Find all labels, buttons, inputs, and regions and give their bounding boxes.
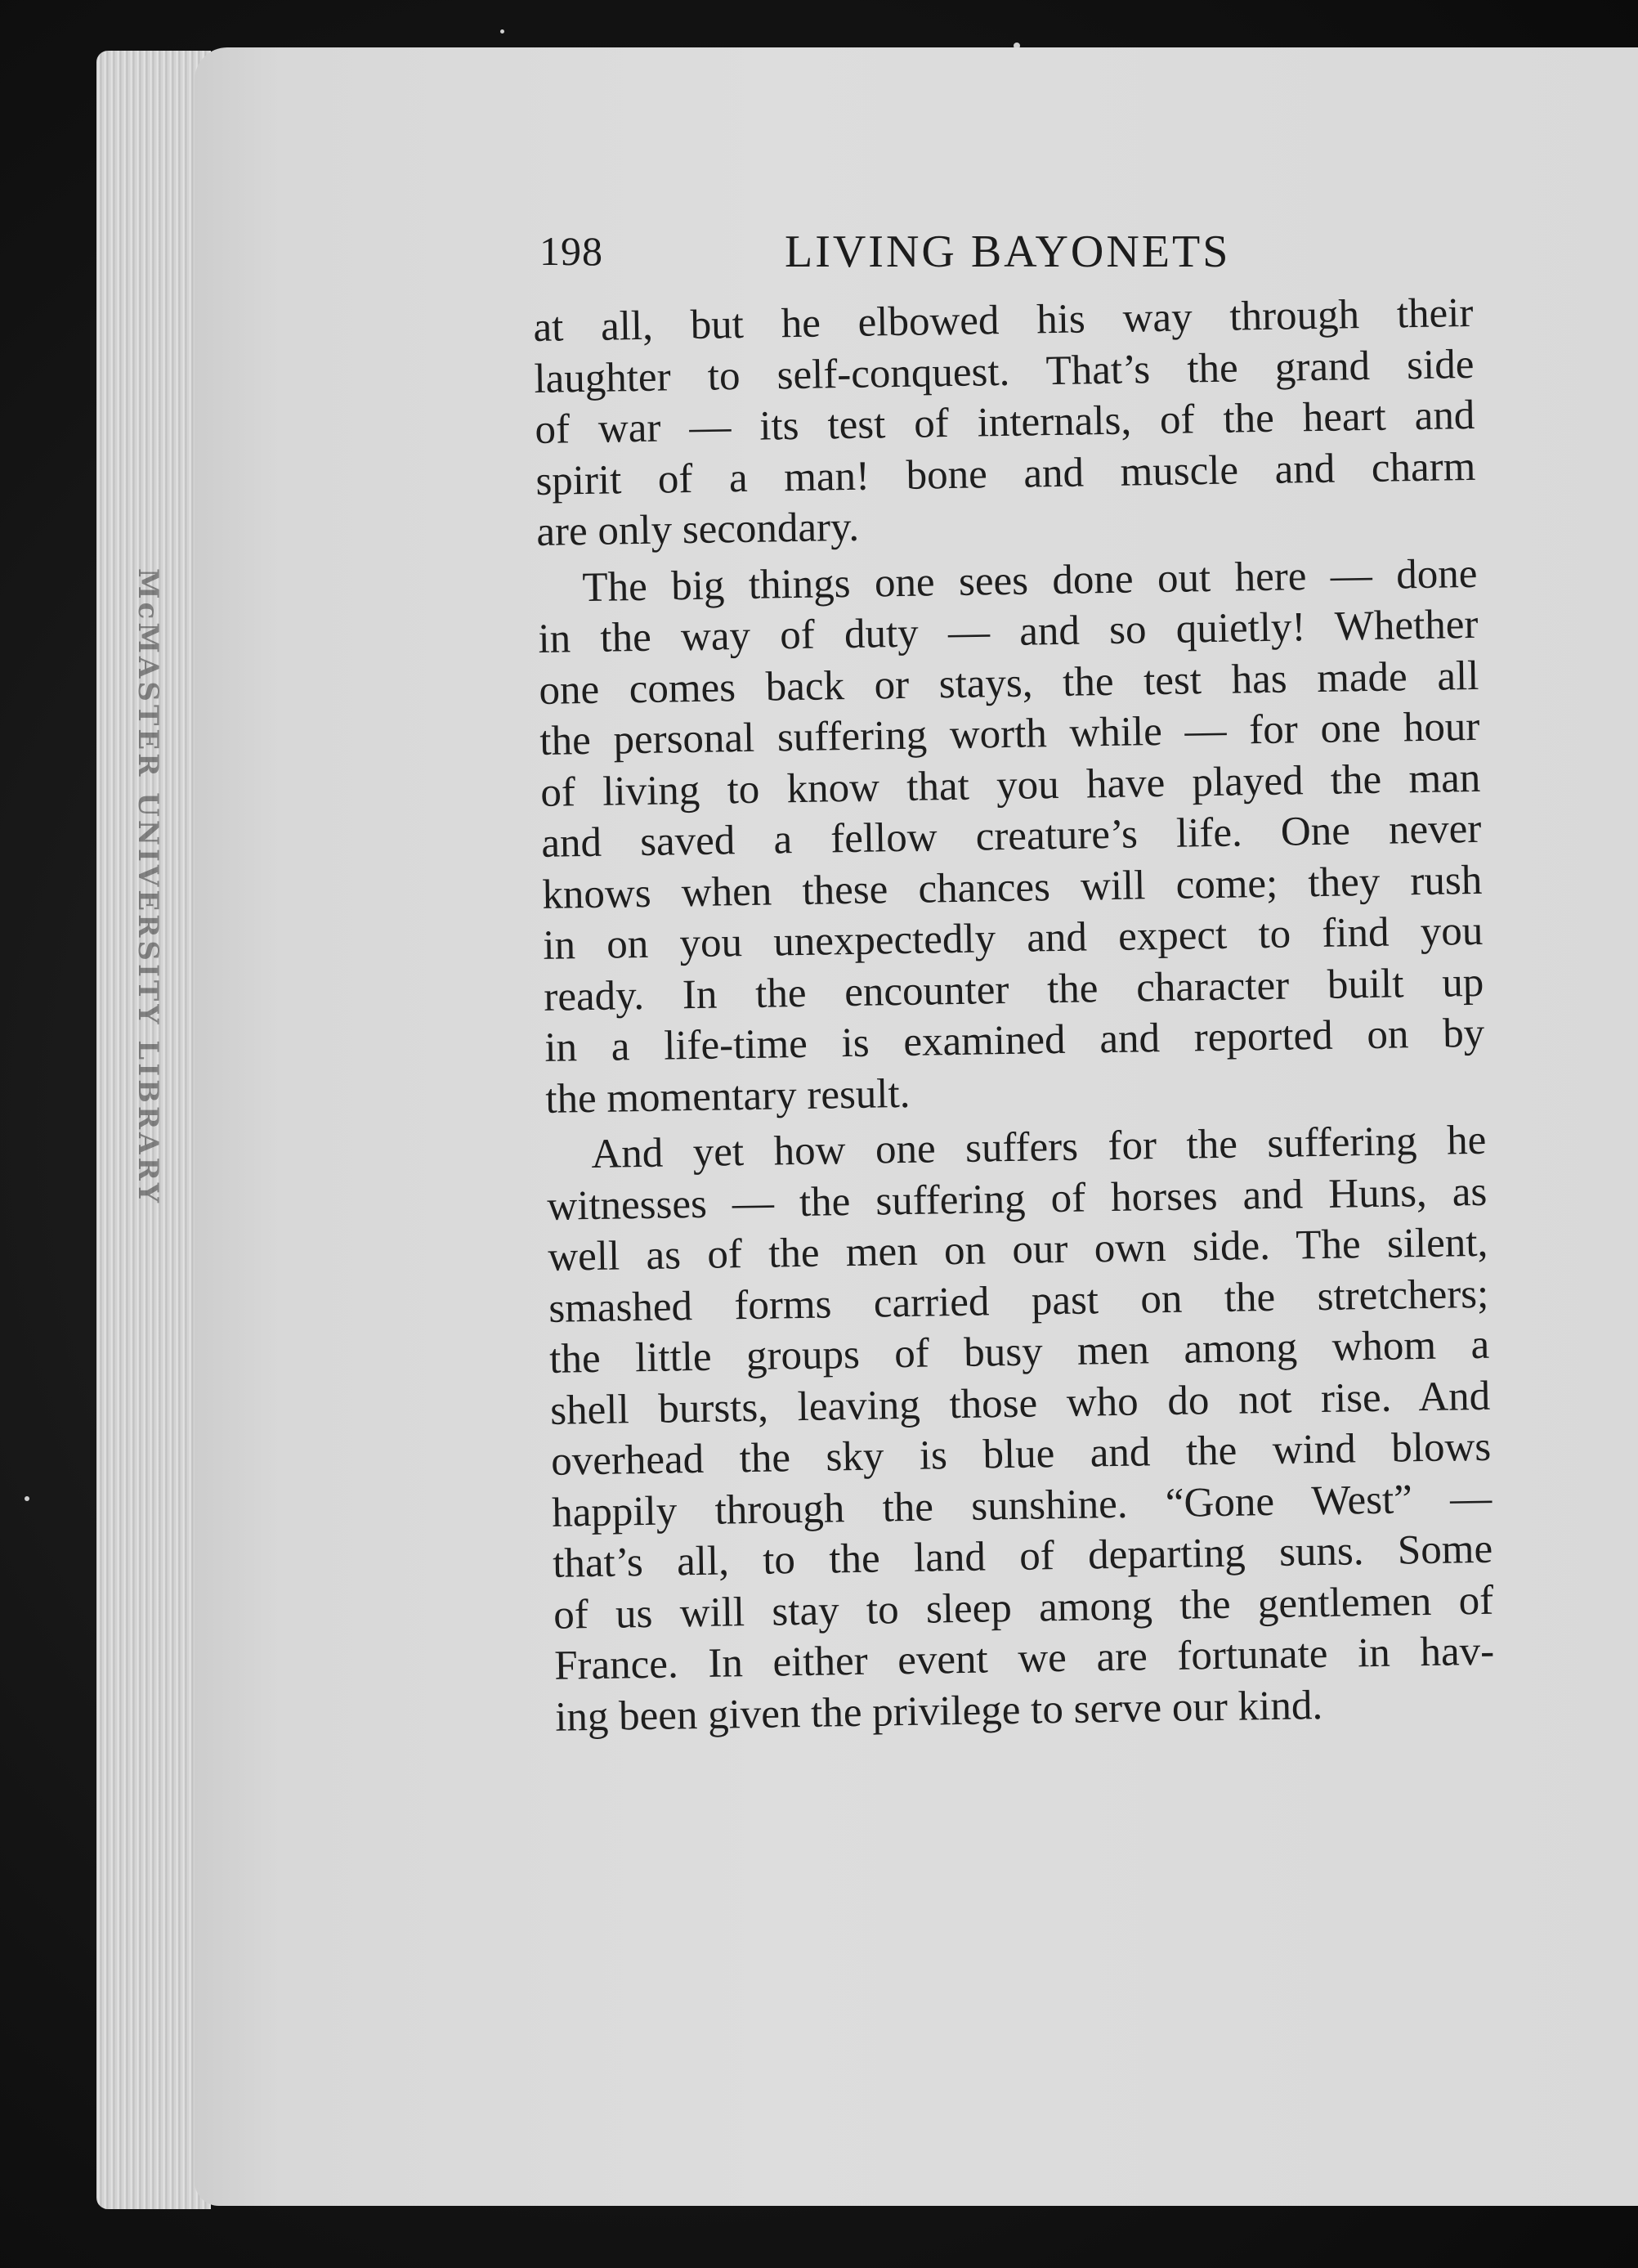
text-line: laughter to self-conquest. That’s the grand side <box>534 341 1475 402</box>
text-line: spirit of a man! bone and muscle and charm <box>535 443 1476 504</box>
text-line: witnesses — the suffering of horses and Huns, as <box>546 1168 1488 1230</box>
library-stamp-text: McMASTER UNIVERSITY LIBRARY <box>132 568 164 1206</box>
text-line: And yet how one suffers for the suffering he <box>590 1117 1487 1178</box>
text-line: and saved a fellow creature’s life. One never <box>540 805 1482 867</box>
text-line: overhead the sky is blue and the wind blows <box>550 1423 1492 1485</box>
text-line: in the way of duty — and so quietly! Whether <box>538 601 1479 662</box>
paragraph <box>546 1115 1496 1743</box>
library-stamp <box>123 564 173 1210</box>
text-line: ready. In the encounter the character built up <box>543 959 1484 1020</box>
text-line: in on you unexpectedly and expect to find you <box>542 908 1484 969</box>
paragraph <box>537 548 1486 1124</box>
text-line: well as of the men on our own side. The silent, <box>547 1219 1488 1280</box>
body-text <box>533 288 1496 1743</box>
text-line: of us will stay to sleep among the gentlemen of <box>553 1577 1494 1638</box>
text-line: are only secondary. <box>535 504 860 555</box>
dust-speck <box>500 29 504 34</box>
text-line: one comes back or stays, the test has made all <box>539 652 1479 714</box>
text-line: the personal suffering worth while — for one hour <box>539 703 1480 764</box>
text-line: of war — its test of internals, of the heart and <box>535 392 1475 453</box>
text-line: France. In either event we are fortunate in hav- <box>553 1628 1495 1689</box>
paragraph <box>533 288 1477 558</box>
running-title: LIVING BAYONETS <box>785 226 1231 277</box>
text-line: ing been given the privilege to serve our kind. <box>554 1682 1323 1741</box>
text-line: that’s all, to the land of departing suns. Some <box>552 1526 1493 1587</box>
text-line: the momentary result. <box>544 1070 911 1123</box>
text-line: shell bursts, leaving those who do not rise. And <box>549 1373 1491 1434</box>
dust-speck <box>25 1496 29 1501</box>
text-line: The big things one sees done out here — done <box>582 550 1478 611</box>
text-line: the little groups of busy men among whom a <box>548 1321 1490 1383</box>
text-line: happily through the sunshine. “Gone West” — <box>551 1475 1493 1536</box>
text-line: of living to know that you have played the man <box>539 755 1481 816</box>
text-line: in a life-time is examined and reported on by <box>544 1010 1485 1071</box>
text-line: smashed forms carried past on the stretchers; <box>548 1271 1489 1332</box>
text-line: at all, but he elbowed his way through their <box>533 289 1474 351</box>
running-head <box>539 222 1471 288</box>
text-line: knows when these chances will come; they rush <box>541 857 1483 918</box>
page-number: 198 <box>539 228 603 274</box>
